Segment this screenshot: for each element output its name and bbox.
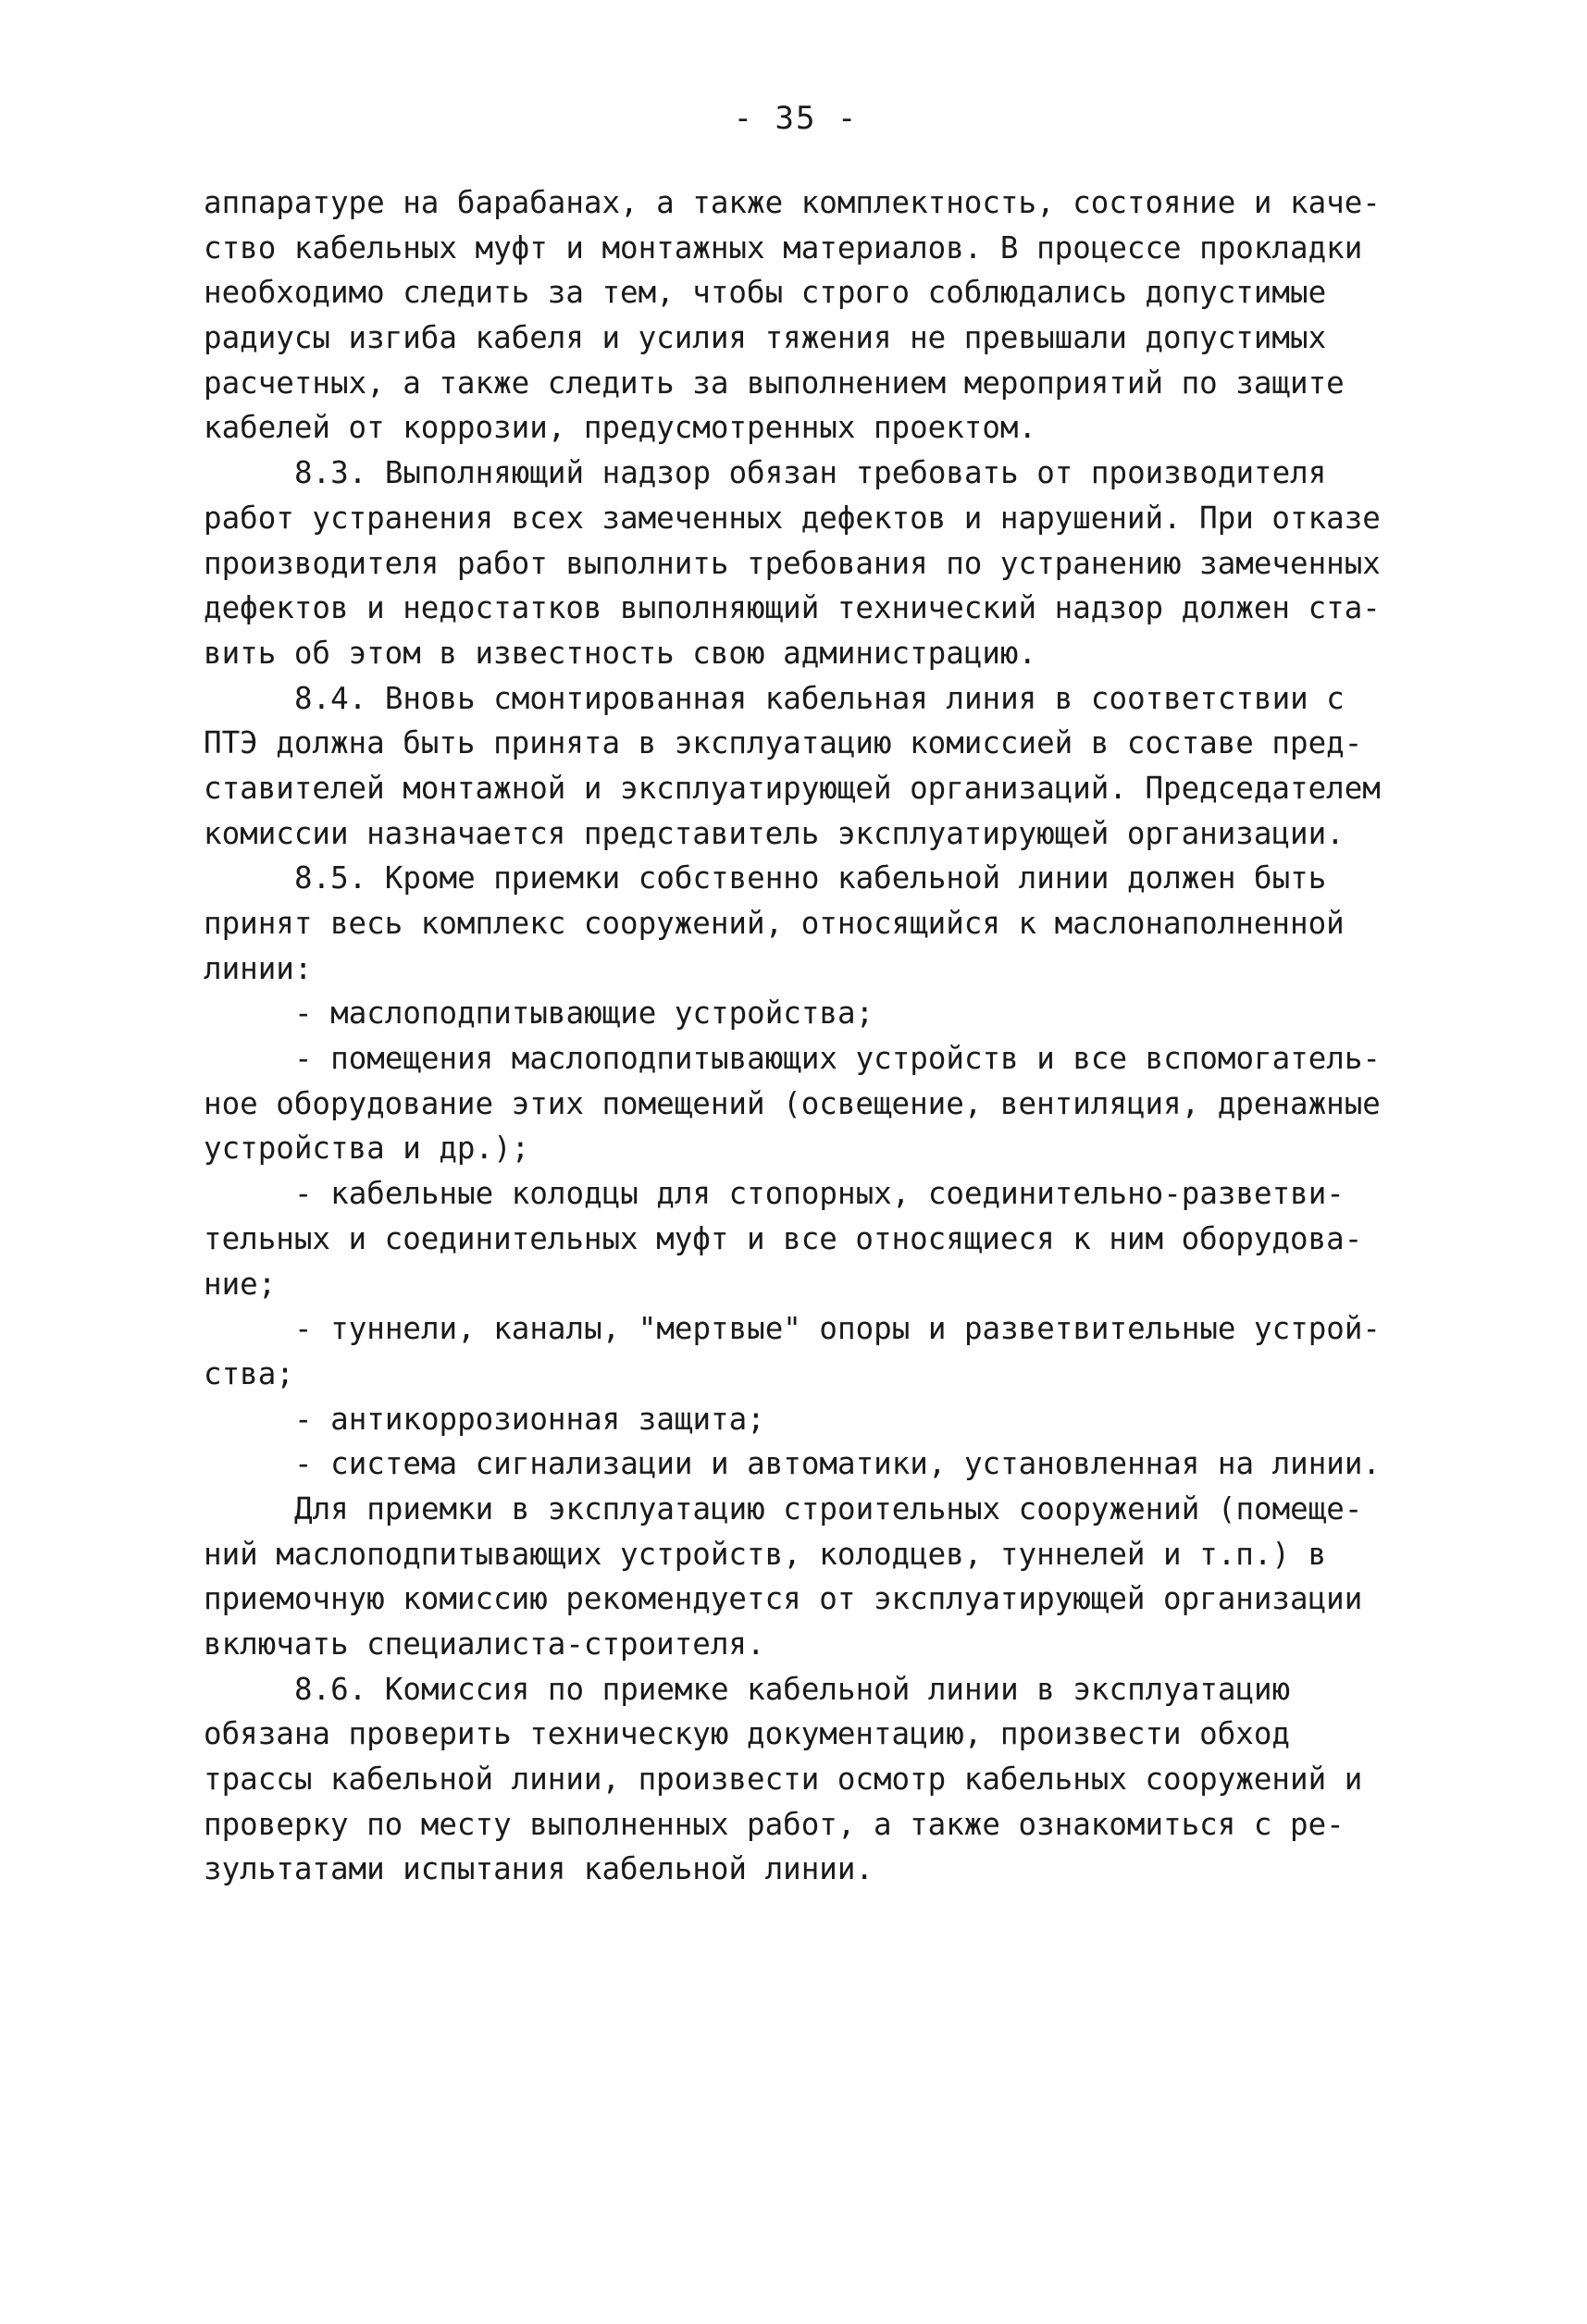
text-line: зультатами испытания кабельной линии.	[204, 1851, 874, 1887]
text-line: кабелей от коррозии, предусмотренных проектом.	[204, 410, 1037, 446]
text-line: - система сигнализации и автоматики, установленная на линии.	[294, 1446, 1381, 1482]
text-line: ное оборудование этих помещений (освещение, вентиляция, дренажные	[204, 1085, 1381, 1121]
text-line: ставителей монтажной и эксплуатирующей организаций. Председателем	[204, 770, 1381, 806]
text-line: - антикоррозионная защита;	[294, 1401, 765, 1437]
text-line: - кабельные колодцы для стопорных, соединительно-разветви-	[294, 1176, 1345, 1212]
text-line: включать специалиста-строителя.	[204, 1626, 765, 1662]
text-line: устройства и др.);	[204, 1131, 530, 1167]
text-line: 8.6. Комиссия по приемке кабельной линии в эксплуатацию	[294, 1671, 1291, 1707]
text-line: линии:	[204, 950, 313, 986]
text-line: необходимо следить за тем, чтобы строго соблюдались допустимые	[204, 275, 1327, 311]
text-line: производителя работ выполнить требования по устранению замеченных	[204, 545, 1381, 581]
page-number: - 35 -	[733, 100, 859, 137]
text-line: 8.5. Кроме приемки собственно кабельной линии должен быть	[294, 860, 1327, 896]
text-line: Для приемки в эксплуатацию строительных сооружений (помеще-	[294, 1490, 1363, 1527]
text-line: обязана проверить техническую документацию, произвести обход	[204, 1716, 1290, 1752]
text-line: ство кабельных муфт и монтажных материалов. В процессе прокладки	[204, 229, 1363, 266]
text-line: ний маслоподпитывающих устройств, колодцев, туннелей и т.п.) в	[204, 1536, 1327, 1572]
text-line: дефектов и недостатков выполняющий технический надзор должен ста-	[204, 590, 1381, 626]
text-line: вить об этом в известность свою администрацию.	[204, 635, 1037, 671]
text-line: расчетных, а также следить за выполнением мероприятий по защите	[204, 365, 1345, 401]
text-line: работ устранения всех замеченных дефектов и нарушений. При отказе	[204, 500, 1381, 536]
text-line: радиусы изгиба кабеля и усилия тяжения не превышали допустимых	[204, 320, 1327, 356]
text-line: тельных и соединительных муфт и все относящиеся к ним оборудова-	[204, 1220, 1363, 1256]
text-line: 8.3. Выполняющий надзор обязан требовать от производителя	[294, 455, 1327, 491]
text-line: 8.4. Вновь смонтированная кабельная линия в соответствии с	[294, 680, 1345, 716]
text-line: трассы кабельной линии, произвести осмотр кабельных сооружений и	[204, 1762, 1363, 1798]
text-line: ства;	[204, 1355, 294, 1391]
text-line: ПТЭ должна быть принята в эксплуатацию комиссией в составе пред-	[204, 725, 1363, 761]
text-line: аппаратуре на барабанах, а также комплектность, состояние и каче-	[204, 185, 1381, 220]
text-line: комиссии назначается представитель эксплуатирующей организации.	[204, 815, 1345, 851]
text-line: приемочную комиссию рекомендуется от эксплуатирующей организации	[204, 1581, 1363, 1617]
text-line: ние;	[204, 1266, 277, 1302]
text-line: - помещения маслоподпитывающих устройств и все вспомогатель-	[294, 1041, 1381, 1077]
text-line: проверку по месту выполненных работ, а также ознакомиться с ре-	[204, 1806, 1345, 1842]
text-line: - туннели, каналы, "мертвые" опоры и разветвительные устрой-	[294, 1311, 1381, 1347]
body-text	[204, 180, 1444, 1892]
text-line: - маслоподпитывающие устройства;	[294, 995, 874, 1032]
text-line: принят весь комплекс сооружений, относящийся к маслонаполненной	[204, 906, 1345, 941]
